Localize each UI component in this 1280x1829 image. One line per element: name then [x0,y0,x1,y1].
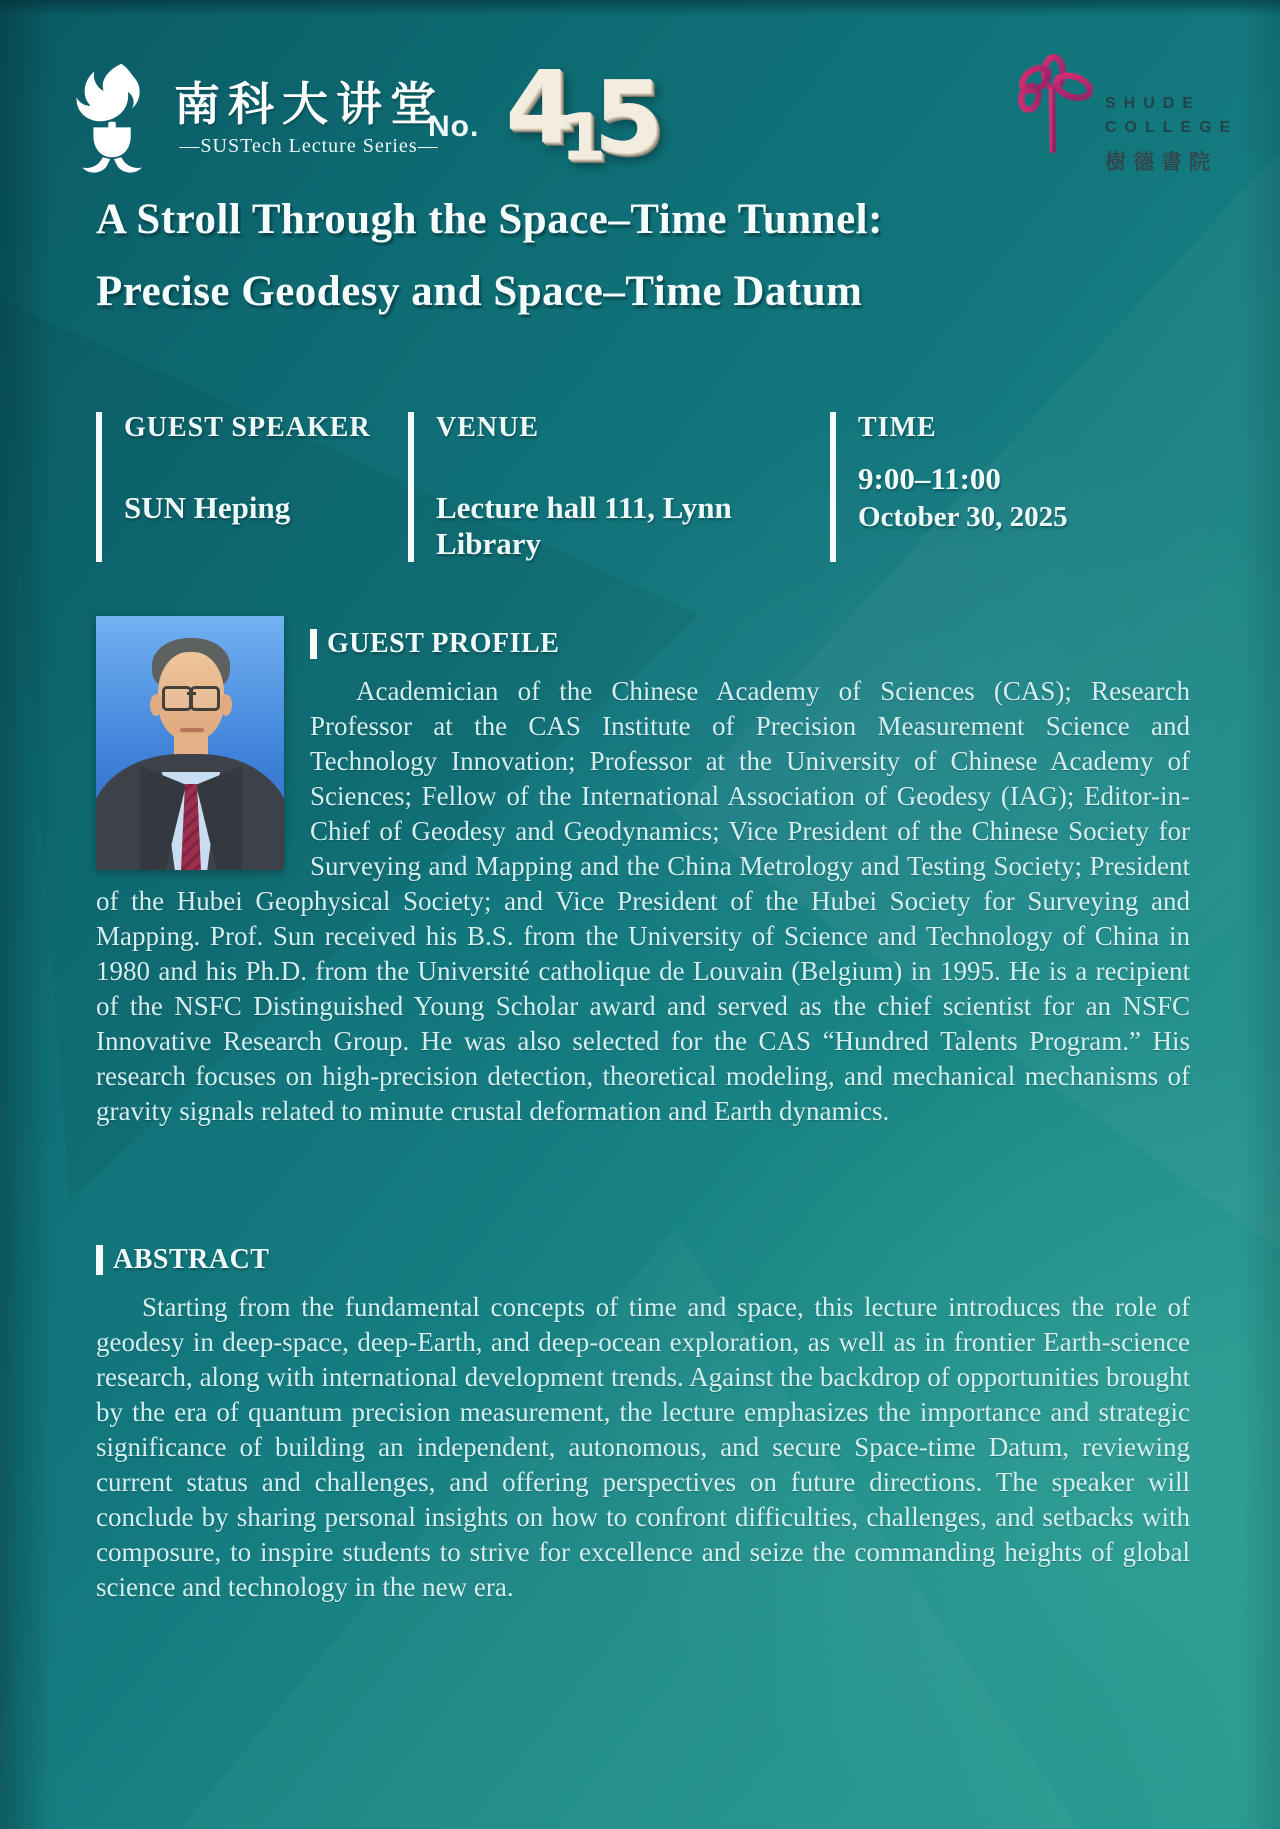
flower-icon [1005,54,1097,158]
college-name-en: COLLEGE [1105,119,1239,136]
venue-label: VENUE [436,412,540,443]
event-info-row [96,412,1196,562]
speaker-portrait [96,616,284,870]
glasses-lens [190,686,220,711]
guest-speaker-label: GUEST SPEAKER [124,412,371,443]
torch-icon [70,62,156,174]
portrait-ear [220,694,232,716]
issue-number [428,49,664,176]
title-line-1: A Stroll Through the Space–Time Tunnel: [96,196,883,243]
guest-profile-section [96,612,1190,1129]
time-label: TIME [858,412,937,443]
abstract-heading-row [96,1244,1190,1276]
date-value: October 30, 2025 [858,501,1068,533]
abstract-heading: ABSTRACT [113,1244,270,1275]
portrait-glasses [162,686,220,708]
top-edge-shade [0,0,1280,16]
college-name-block [1105,92,1238,176]
glasses-lens [162,686,192,711]
issue-no-label: No. [428,110,480,143]
right-edge-shade [1240,0,1280,1829]
lecture-title [96,184,883,328]
time-value: 9:00–11:00 [858,461,1001,496]
abstract-text: Starting from the fundamental concepts of time and space, this lecture introduces the role of geodesy in deep-space, deep-Earth, and deep-ocean exploration, as well as in frontier Earth-science research, along with international development trends. Against the backdrop of opportunities brought by the era of quantum precision measurement, the lecture emphasizes the importance and strategic significance of building an independent, autonomous, and secure Space-time Datum, reviewing current status and challenges, and offering perspectives on future directions. The speaker will conclude by sharing personal insights on how to confront difficulties, challenges, and setbacks with composure, to inspire students to strive for excellence and seize the commanding heights of global science and technology in the new era. [96,1292,1190,1602]
series-logo [70,62,444,174]
venue-column [408,412,830,562]
issue-digit: 4 [505,49,575,166]
college-name-cn: 樹德書院 [1105,150,1217,174]
time-column [830,412,1188,562]
heading-bar [310,629,317,659]
heading-bar [96,1245,103,1275]
guest-profile-text: Academician of the Chinese Academy of Sciences (CAS); Research Professor at the CAS Institute of Precision Measurement Science and Technology Innovation; Professor at the University of Chinese Academy of Sciences; Fellow of the International Association of Geodesy (IAG); Editor-in-Chief of Geodesy and Geodynamics; Vice President of the Chinese Society for Surveying and Mapping and the China Metrology and Testing Society; President of the Hubei Geophysical Society; and Vice President of the Hubei Society for Surveying and Mapping. Prof. Sun received his B.S. from the University of Science and Technology of China in 1980 and his Ph.D. from the Université catholique de Louvain (Belgium) in 1995. He is a recipient of the NSFC Distinguished Young Scholar award and served as the chief scientist for an NSFC Innovative Research Group. He was also selected for the CAS “Hundred Talents Program.” His research focuses on high-precision detection, theoretical modeling, and mechanical mechanisms of gravity signals related to minute crustal deformation and Earth dynamics. [96,676,1190,1126]
issue-digit: 1 [560,101,606,175]
guest-speaker-column [96,412,408,562]
glasses-bridge [187,692,196,695]
guest-profile-heading: GUEST PROFILE [327,628,560,659]
portrait-ear [150,694,162,716]
guest-speaker-name: SUN Heping [124,490,291,525]
series-subtitle-en: —SUSTech Lecture Series— [179,134,439,157]
guest-profile-heading-row [310,612,1190,660]
series-title-cn: 南科大讲堂 [174,78,444,130]
left-edge-shade [0,0,54,1829]
portrait-mouth [180,728,204,732]
college-logo [1005,54,1238,176]
college-name-en: SHUDE [1105,95,1202,112]
series-title-block [174,79,444,158]
abstract-section [96,1244,1190,1605]
title-line-2: Precise Geodesy and Space–Time Datum [96,268,863,315]
issue-digit: 5 [593,59,664,176]
venue-value: Lecture hall 111, Lynn Library [436,490,732,561]
